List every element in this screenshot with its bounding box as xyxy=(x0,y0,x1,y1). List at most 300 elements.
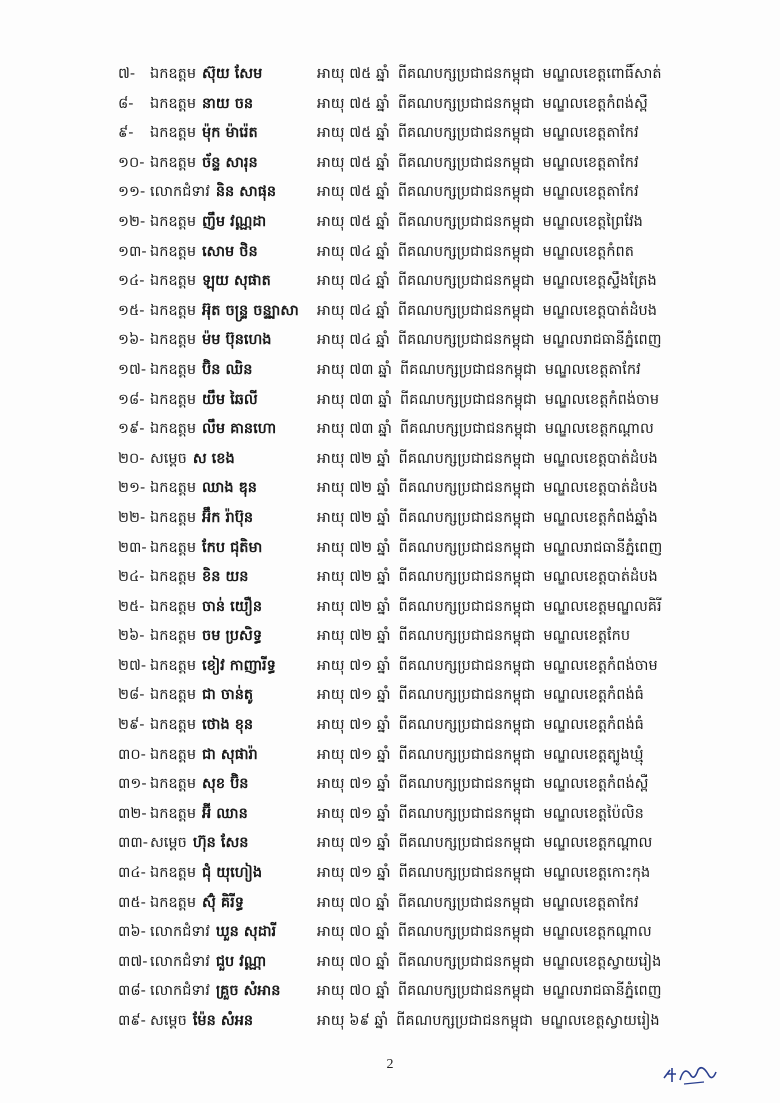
party: ពីគណបក្សប្រជាជនកម្ពុជា xyxy=(398,569,536,586)
entry-details xyxy=(317,386,659,416)
member-name: កែប ជុតិមា xyxy=(202,539,263,556)
list-item xyxy=(118,889,758,919)
honorific: ឯកឧត្តម xyxy=(150,657,197,674)
entry-number: ៣៣- xyxy=(118,835,149,852)
entry-title-name xyxy=(148,356,252,386)
constituency: មណ្ឌលខេត្តបាត់ដំបង xyxy=(543,569,658,586)
party: ពីគណបក្សប្រជាជនកម្ពុជា xyxy=(397,154,535,171)
entry-details xyxy=(317,681,644,711)
entry-number: ២៥- xyxy=(118,598,145,615)
party: ពីគណបក្សប្រជាជនកម្ពុជា xyxy=(398,865,536,882)
honorific: ឯកឧត្តម xyxy=(150,332,197,349)
constituency: មណ្ឌលខេត្តកំពង់ធំ xyxy=(543,687,644,704)
entry-details xyxy=(317,948,661,978)
constituency: មណ្ឌលខេត្តស្ទឹងត្រែង xyxy=(542,273,657,290)
entry-details xyxy=(317,534,662,564)
member-list xyxy=(118,60,758,1037)
age: អាយុ ៧៣ ឆ្នាំ xyxy=(317,361,392,378)
entry-number: ២១- xyxy=(118,480,146,497)
entry-title-name xyxy=(148,652,276,682)
constituency: មណ្ឌលខេត្តបាត់ដំបង xyxy=(542,302,657,319)
honorific: ឯកឧត្តម xyxy=(150,213,197,230)
entry-title-name xyxy=(148,859,262,889)
party: ពីគណបក្សប្រជាជនកម្ពុជា xyxy=(397,243,535,260)
entry-details xyxy=(317,178,639,208)
list-item xyxy=(118,238,758,268)
party: ពីគណបក្សប្រជាជនកម្ពុជា xyxy=(396,1013,533,1029)
age: អាយុ ៧១ ឆ្នាំ xyxy=(317,746,391,763)
constituency: មណ្ឌលរាជធានីភ្នំពេញ xyxy=(542,332,662,349)
entry-title-name xyxy=(148,948,266,978)
age: អាយុ ៧១ ឆ្នាំ xyxy=(317,687,391,704)
list-item xyxy=(118,800,758,830)
honorific: ឯកឧត្តម xyxy=(150,687,197,704)
entry-title-name xyxy=(148,889,244,919)
entry-number: ៧- xyxy=(118,66,136,82)
entry-details xyxy=(317,711,644,741)
party: ពីគណបក្សប្រជាជនកម្ពុជា xyxy=(398,835,536,852)
age: អាយុ ៧២ ឆ្នាំ xyxy=(317,509,391,526)
constituency: មណ្ឌលខេត្តកំពង់ឆ្នាំង xyxy=(543,509,658,526)
constituency: មណ្ឌលខេត្តកណ្ដាល xyxy=(544,421,654,438)
age: អាយុ ៧០ ឆ្នាំ xyxy=(317,894,390,911)
party: ពីគណបក្សប្រជាជនកម្ពុជា xyxy=(397,125,535,142)
entry-title-name xyxy=(148,1007,253,1037)
age: អាយុ ៧៣ ឆ្នាំ xyxy=(317,421,392,438)
member-name: ហ៊ុន សែន xyxy=(192,835,249,852)
age: អាយុ ៧១ ឆ្នាំ xyxy=(317,835,391,852)
constituency: មណ្ឌលខេត្តកណ្ដាល xyxy=(542,924,652,941)
age: អាយុ ៧៥ ឆ្នាំ xyxy=(317,154,390,171)
honorific: ឯកឧត្តម xyxy=(150,569,197,586)
age: អាយុ ៧១ ឆ្នាំ xyxy=(317,717,391,734)
constituency: មណ្ឌលខេត្តកណ្ដាល xyxy=(543,835,653,852)
honorific: ឯកឧត្តម xyxy=(150,154,197,171)
list-item xyxy=(118,445,758,475)
entry-number: ១៩- xyxy=(118,421,145,438)
party: ពីគណបក្សប្រជាជនកម្ពុជា xyxy=(397,302,535,319)
party: ពីគណបក្សប្រជាជនកម្ពុជា xyxy=(398,598,536,615)
member-name: ច័ន្ទ សារុន xyxy=(202,154,258,171)
age: អាយុ ៧២ ឆ្នាំ xyxy=(317,539,391,556)
member-name: អ៊ី ឈាន xyxy=(202,805,248,822)
party: ពីគណបក្សប្រជាជនកម្ពុជា xyxy=(397,95,535,112)
honorific: ឯកឧត្តម xyxy=(150,273,197,290)
entry-details xyxy=(317,238,634,268)
age: អាយុ ៧២ ឆ្នាំ xyxy=(317,569,391,586)
party: ពីគណបក្សប្រជាជនកម្ពុជា xyxy=(397,332,535,349)
entry-title-name xyxy=(148,326,272,356)
list-item xyxy=(118,90,758,120)
honorific: ឯកឧត្តម xyxy=(150,302,197,319)
honorific: ឯកឧត្តម xyxy=(150,391,197,408)
honorific: ឯកឧត្តម xyxy=(150,539,197,556)
age: អាយុ ៧២ ឆ្នាំ xyxy=(317,628,391,645)
list-item xyxy=(118,149,758,179)
entry-details xyxy=(317,90,648,120)
list-item xyxy=(118,119,758,149)
entry-details xyxy=(317,918,652,948)
party: ពីគណបក្សប្រជាជនកម្ពុជា xyxy=(398,539,536,556)
age: អាយុ ៧០ ឆ្នាំ xyxy=(317,953,390,970)
entry-details xyxy=(317,652,658,682)
age: អាយុ ៧១ ឆ្នាំ xyxy=(317,657,391,674)
party: ពីគណបក្សប្រជាជនកម្ពុជា xyxy=(397,894,535,911)
entry-title-name xyxy=(148,297,299,327)
member-name: យឹម ឆៃលី xyxy=(202,391,258,408)
signature-icon xyxy=(660,1060,720,1088)
age: អាយុ ៧៤ ឆ្នាំ xyxy=(317,332,390,349)
member-name: ខិន យន xyxy=(202,569,249,586)
member-name: ស៊ុំ គិរីទ្ធ xyxy=(202,894,244,911)
entry-number: ២៣- xyxy=(118,539,147,556)
party: ពីគណបក្សប្រជាជនកម្ពុជា xyxy=(397,924,535,941)
entry-details xyxy=(317,267,657,297)
honorific: លោកជំទាវ xyxy=(150,184,210,201)
page-number: 2 xyxy=(386,1057,394,1072)
constituency: មណ្ឌលខេត្តកំពង់ស្ពឺ xyxy=(543,776,649,793)
honorific: ឯកឧត្តម xyxy=(150,509,197,526)
party: ពីគណបក្សប្រជាជនកម្ពុជា xyxy=(399,361,537,378)
entry-details xyxy=(317,977,662,1007)
entry-title-name xyxy=(148,208,266,238)
party: ពីគណបក្សប្រជាជនកម្ពុជា xyxy=(398,450,536,467)
list-item xyxy=(118,711,758,741)
age: អាយុ ៧០ ឆ្នាំ xyxy=(317,983,390,1000)
entry-details xyxy=(317,474,658,504)
constituency: មណ្ឌលខេត្តបាត់ដំបង xyxy=(543,450,658,467)
member-name: គ្រួច សំអាន xyxy=(215,983,281,1000)
honorific: ឯកឧត្តម xyxy=(150,628,197,645)
entry-details xyxy=(317,297,657,327)
constituency: មណ្ឌលខេត្តតាកែវ xyxy=(542,894,639,911)
entry-number: ២៨- xyxy=(118,687,145,704)
party: ពីគណបក្សប្រជាជនកម្ពុជា xyxy=(397,983,535,1000)
entry-title-name xyxy=(148,119,258,149)
constituency: មណ្ឌលរាជធានីភ្នំពេញ xyxy=(543,539,663,556)
entry-title-name xyxy=(148,90,253,120)
list-item xyxy=(118,474,758,504)
entry-details xyxy=(317,859,650,889)
member-name: និន សាផុន xyxy=(215,184,277,201)
entry-title-name xyxy=(148,415,276,445)
constituency: មណ្ឌលខេត្តកំពង់ធំ xyxy=(543,717,644,734)
entry-details xyxy=(317,60,662,90)
age: អាយុ ៧៥ ឆ្នាំ xyxy=(317,184,390,201)
age: អាយុ ៧៥ ឆ្នាំ xyxy=(317,95,390,112)
entry-number: ២០- xyxy=(118,450,145,467)
member-name: អ៊ុត ចន្ទ្រ ចន្ទ្បាសា xyxy=(202,302,299,319)
honorific: ឯកឧត្តម xyxy=(150,480,197,497)
party: ពីគណបក្សប្រជាជនកម្ពុជា xyxy=(398,805,536,822)
honorific: លោកជំទាវ xyxy=(150,924,210,941)
member-name: ជា ចាន់តូ xyxy=(202,687,254,704)
entry-title-name xyxy=(148,474,257,504)
entry-details xyxy=(317,622,630,652)
age: អាយុ ៧៣ ឆ្នាំ xyxy=(317,391,392,408)
list-item xyxy=(118,741,758,771)
age: អាយុ ៧៤ ឆ្នាំ xyxy=(317,302,390,319)
entry-number: ៣៩- xyxy=(118,1013,146,1029)
constituency: មណ្ឌលខេត្តកំពង់ស្ពឺ xyxy=(542,95,648,112)
list-item xyxy=(118,829,758,859)
constituency: មណ្ឌលខេត្តត្បូងឃ្មុំ xyxy=(543,746,644,763)
entry-title-name xyxy=(148,622,262,652)
honorific: ឯកឧត្តម xyxy=(150,243,197,260)
list-item xyxy=(118,681,758,711)
honorific: ឯកឧត្តម xyxy=(150,865,197,882)
age: អាយុ ៧២ ឆ្នាំ xyxy=(317,450,391,467)
list-item xyxy=(118,977,758,1007)
constituency: មណ្ឌលខេត្តតាកែវ xyxy=(542,125,639,142)
party: ពីគណបក្សប្រជាជនកម្ពុជា xyxy=(398,480,536,497)
honorific: ឯកឧត្តម xyxy=(150,746,197,763)
constituency: មណ្ឌលខេត្តកំពង់ចាម xyxy=(544,391,660,408)
honorific: ឯកឧត្តម xyxy=(150,717,197,734)
entry-details xyxy=(317,149,639,179)
party: ពីគណបក្សប្រជាជនកម្ពុជា xyxy=(398,746,536,763)
list-item xyxy=(118,593,758,623)
age: អាយុ ៧៥ ឆ្នាំ xyxy=(317,125,390,142)
age: អាយុ ៧៥ ឆ្នាំ xyxy=(317,66,390,82)
party: ពីគណបក្សប្រជាជនកម្ពុជា xyxy=(398,717,536,734)
entry-title-name xyxy=(148,741,258,771)
list-item xyxy=(118,770,758,800)
constituency: មណ្ឌលខេត្តស្វាយរៀង xyxy=(542,953,662,970)
entry-number: ២៩- xyxy=(118,717,145,734)
honorific: លោកជំទាវ xyxy=(150,983,210,1000)
member-name: ឈាង ឌុន xyxy=(202,480,257,497)
entry-title-name xyxy=(148,445,235,475)
entry-number: ៣២- xyxy=(118,805,147,822)
entry-title-name xyxy=(148,238,258,268)
entry-number: ២៧- xyxy=(118,657,147,674)
member-name: ជួប វណ្ណា xyxy=(215,953,267,970)
entry-number: ២២- xyxy=(118,509,146,526)
entry-number: ១៧- xyxy=(118,361,147,378)
entry-number: ៣៧- xyxy=(118,953,148,970)
honorific: ឯកឧត្តម xyxy=(150,598,197,615)
constituency: មណ្ឌលខេត្តព្រៃវែង xyxy=(542,213,643,230)
party: ពីគណបក្សប្រជាជនកម្ពុជា xyxy=(397,273,535,290)
age: អាយុ ៧៥ ឆ្នាំ xyxy=(317,213,390,230)
honorific: សម្ដេច xyxy=(150,450,187,467)
entry-title-name xyxy=(148,711,253,741)
entry-title-name xyxy=(148,504,253,534)
list-item xyxy=(118,297,758,327)
list-item xyxy=(118,948,758,978)
entry-number: ១៣- xyxy=(118,243,147,260)
entry-details xyxy=(317,504,658,534)
constituency: មណ្ឌលខេត្តកំពង់ចាម xyxy=(543,657,658,674)
entry-details xyxy=(317,889,639,919)
entry-title-name xyxy=(148,977,280,1007)
entry-number: ៣៨- xyxy=(118,983,146,1000)
entry-details xyxy=(317,119,639,149)
party: ពីគណបក្សប្រជាជនកម្ពុជា xyxy=(398,657,536,674)
member-name: លឹម គានហោ xyxy=(202,421,277,438)
member-name: ម៉ម ប៊ុនហេង xyxy=(202,332,272,349)
member-name: សោម ថិន xyxy=(202,243,258,260)
age: អាយុ ៧១ ឆ្នាំ xyxy=(317,865,391,882)
constituency: មណ្ឌលខេត្តពោធិ៍សាត់ xyxy=(542,66,662,82)
member-name: ចាន់ យឿន xyxy=(202,598,263,615)
entry-number: ១២- xyxy=(118,213,146,230)
list-item xyxy=(118,386,758,416)
constituency: មណ្ឌលខេត្តកំពត xyxy=(542,243,634,260)
member-name: នាយ ចន xyxy=(202,95,254,112)
age: អាយុ ៧២ ឆ្នាំ xyxy=(317,598,391,615)
member-name: ខៀវ កាញារីទ្ធ xyxy=(202,657,276,674)
age: អាយុ ៧៤ ឆ្នាំ xyxy=(317,243,390,260)
entry-number: ៣០- xyxy=(118,746,146,763)
entry-number: ១០- xyxy=(118,154,145,171)
age: អាយុ ៧១ ឆ្នាំ xyxy=(317,776,391,793)
party: ពីគណបក្សប្រជាជនកម្ពុជា xyxy=(397,66,535,82)
list-item xyxy=(118,918,758,948)
party: ពីគណបក្សប្រជាជនកម្ពុជា xyxy=(398,687,536,704)
age: អាយុ ៧០ ឆ្នាំ xyxy=(317,924,390,941)
member-name: សុខ ប៊ិន xyxy=(202,776,249,793)
entry-number: ២៦- xyxy=(118,628,145,645)
member-name: ឡុយ សុផាត xyxy=(202,273,271,290)
honorific: ឯកឧត្តម xyxy=(150,125,197,142)
age: អាយុ ៧២ ឆ្នាំ xyxy=(317,480,391,497)
entry-title-name xyxy=(148,267,271,297)
constituency: មណ្ឌលខេត្តមណ្ឌលគិរី xyxy=(543,598,662,615)
list-item xyxy=(118,1007,758,1037)
entry-title-name xyxy=(148,386,258,416)
constituency: មណ្ឌលខេត្តបាត់ដំបង xyxy=(543,480,658,497)
list-item xyxy=(118,859,758,889)
entry-title-name xyxy=(148,149,258,179)
honorific: ឯកឧត្តម xyxy=(150,805,197,822)
constituency: មណ្ឌលខេត្តប៉ៃលិន xyxy=(543,805,644,822)
honorific: ឯកឧត្តម xyxy=(150,421,197,438)
entry-details xyxy=(317,770,648,800)
entry-details xyxy=(317,1007,660,1037)
entry-details xyxy=(317,445,658,475)
entry-details xyxy=(317,208,643,238)
entry-number: ៣៦- xyxy=(118,924,146,941)
constituency: មណ្ឌលខេត្តតាកែវ xyxy=(542,154,639,171)
party: ពីគណបក្សប្រជាជនកម្ពុជា xyxy=(398,628,536,645)
entry-details xyxy=(317,593,662,623)
entry-details xyxy=(317,800,644,830)
list-item xyxy=(118,415,758,445)
entry-title-name xyxy=(148,800,248,830)
member-name: ញឹម វណ្ណដា xyxy=(202,213,267,230)
age: អាយុ ៦៩ ឆ្នាំ xyxy=(317,1013,389,1029)
member-name: ស៊ុយ សែម xyxy=(202,66,263,82)
party: ពីគណបក្សប្រជាជនកម្ពុជា xyxy=(398,776,536,793)
constituency: មណ្ឌលខេត្តកោះកុង xyxy=(543,865,651,882)
list-item xyxy=(118,208,758,238)
list-item xyxy=(118,356,758,386)
honorific: ឯកឧត្តម xyxy=(150,66,197,82)
entry-number: ៣១- xyxy=(118,776,147,793)
party: ពីគណបក្សប្រជាជនកម្ពុជា xyxy=(397,213,535,230)
entry-title-name xyxy=(148,770,249,800)
honorific: សម្ដេច xyxy=(150,835,187,852)
list-item xyxy=(118,534,758,564)
entry-number: ១៤- xyxy=(118,273,145,290)
party: ពីគណបក្សប្រជាជនកម្ពុជា xyxy=(399,391,537,408)
member-name: ប៊ិន ឈិន xyxy=(202,361,253,378)
member-name: ថោង ខុន xyxy=(202,717,254,734)
constituency: មណ្ឌលខេត្តតាកែវ xyxy=(542,184,639,201)
entry-details xyxy=(317,741,644,771)
entry-title-name xyxy=(148,178,276,208)
entry-number: ៣៥- xyxy=(118,894,146,911)
entry-title-name xyxy=(148,681,253,711)
member-name: អ៊ឹក រ៉ាប៊ុន xyxy=(202,509,254,526)
member-name: ជា សុផារ៉ា xyxy=(202,746,258,763)
age: អាយុ ៧៤ ឆ្នាំ xyxy=(317,273,390,290)
list-item xyxy=(118,504,758,534)
honorific: សម្ដេច xyxy=(150,1013,187,1029)
constituency: មណ្ឌលខេត្តកែប xyxy=(543,628,631,645)
member-name: ជុំ យុហៀង xyxy=(202,865,263,882)
entry-number: ១៥- xyxy=(118,302,145,319)
list-item xyxy=(118,267,758,297)
party: ពីគណបក្សប្រជាជនកម្ពុជា xyxy=(399,421,537,438)
entry-details xyxy=(317,356,641,386)
member-name: ចម ប្រសិទ្ធ xyxy=(202,628,263,645)
entry-number: ៩- xyxy=(118,125,134,142)
list-item xyxy=(118,622,758,652)
list-item xyxy=(118,326,758,356)
list-item xyxy=(118,60,758,90)
entry-title-name xyxy=(148,534,262,564)
list-item xyxy=(118,652,758,682)
entry-details xyxy=(317,829,652,859)
party: ពីគណបក្សប្រជាជនកម្ពុជា xyxy=(397,953,535,970)
honorific: លោកជំទាវ xyxy=(150,953,210,970)
age: អាយុ ៧១ ឆ្នាំ xyxy=(317,805,391,822)
honorific: ឯកឧត្តម xyxy=(150,776,197,793)
entry-number: ៣៤- xyxy=(118,865,146,882)
list-item xyxy=(118,178,758,208)
entry-number: ១១- xyxy=(118,184,146,201)
honorific: ឯកឧត្តម xyxy=(150,894,197,911)
list-item xyxy=(118,563,758,593)
honorific: ឯកឧត្តម xyxy=(150,95,197,112)
constituency: មណ្ឌលខេត្តស្វាយរៀង xyxy=(540,1013,660,1029)
entry-details xyxy=(317,563,658,593)
party: ពីគណបក្សប្រជាជនកម្ពុជា xyxy=(397,184,535,201)
member-name: ម៉ែន សំអន xyxy=(192,1013,254,1029)
entry-title-name xyxy=(148,829,249,859)
entry-title-name xyxy=(148,60,262,90)
member-name: ស ខេង xyxy=(192,450,235,467)
entry-title-name xyxy=(148,563,249,593)
constituency: មណ្ឌលខេត្តតាកែវ xyxy=(544,361,641,378)
constituency: មណ្ឌលរាជធានីភ្នំពេញ xyxy=(542,983,662,1000)
entry-details xyxy=(317,326,662,356)
party: ពីគណបក្សប្រជាជនកម្ពុជា xyxy=(398,509,536,526)
entry-number: ១៨- xyxy=(118,391,145,408)
entry-number: ១៦- xyxy=(118,332,145,349)
entry-number: ២៤- xyxy=(118,569,145,586)
entry-title-name xyxy=(148,918,276,948)
entry-title-name xyxy=(148,593,262,623)
member-name: ឃួន សុដារី xyxy=(215,924,277,941)
honorific: ឯកឧត្តម xyxy=(150,361,197,378)
entry-number: ៨- xyxy=(118,95,134,112)
entry-details xyxy=(317,415,654,445)
member-name: ម៉ុក ម៉ារ៉េត xyxy=(202,125,258,142)
